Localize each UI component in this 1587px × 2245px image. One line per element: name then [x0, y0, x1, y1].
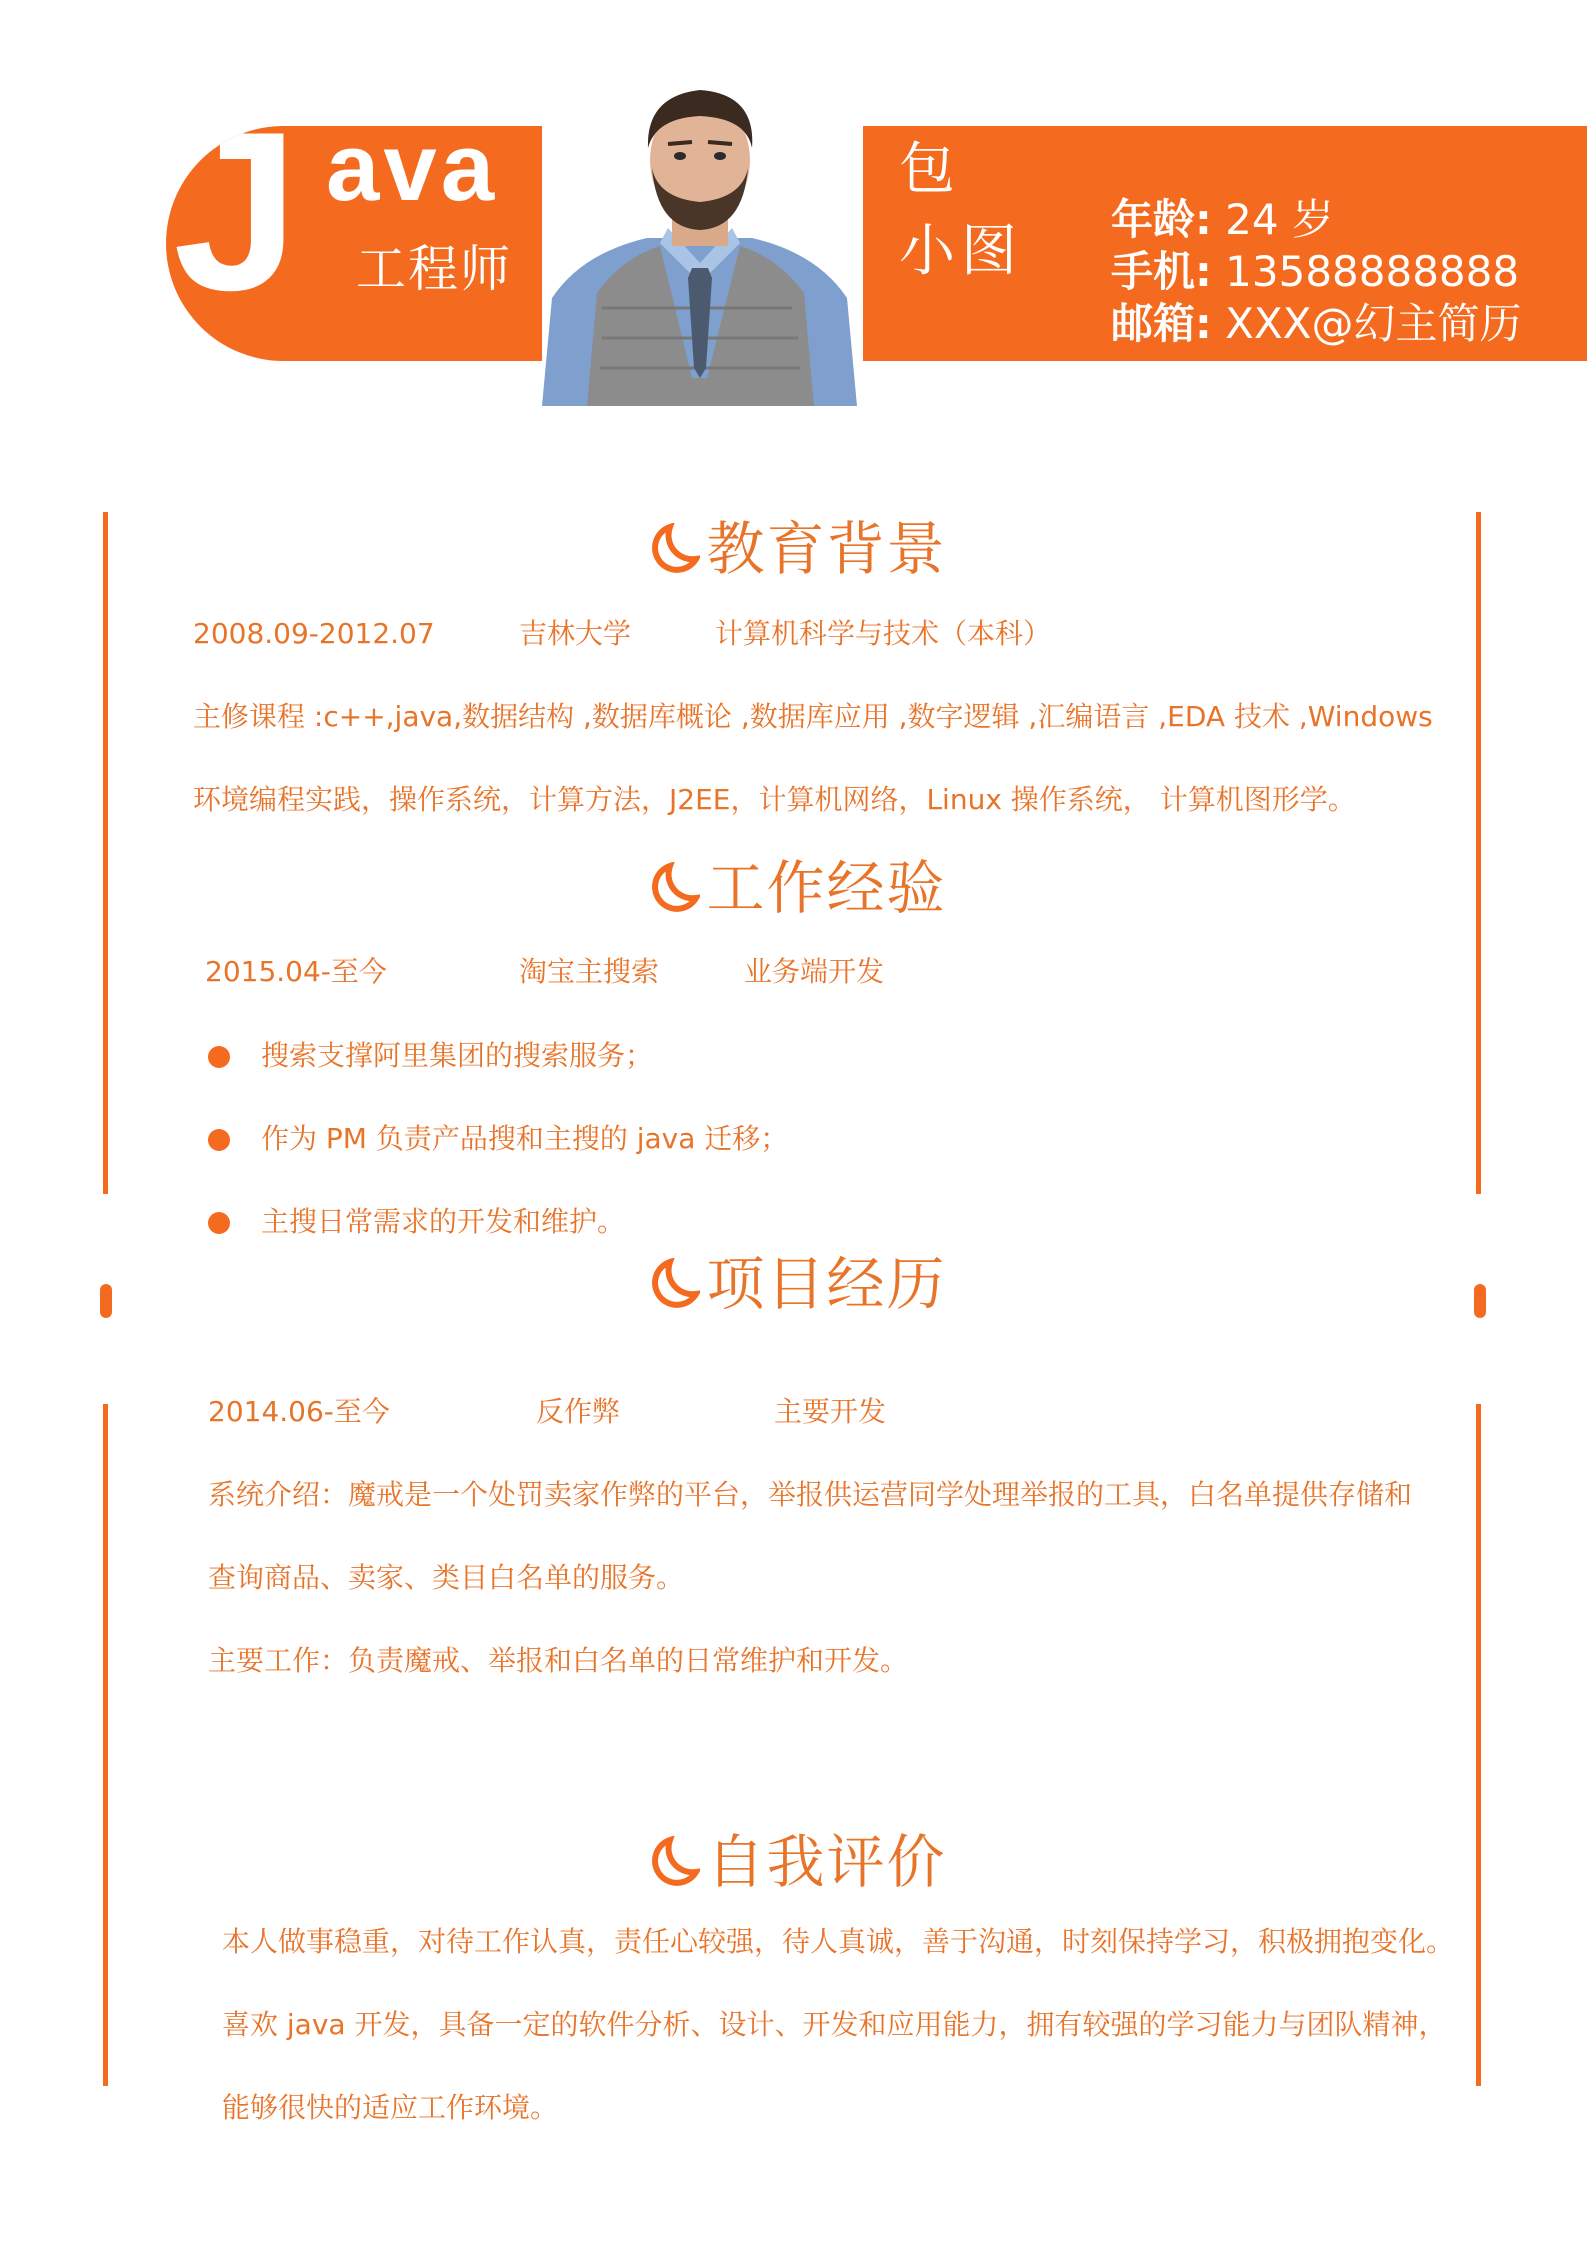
moon-icon — [640, 1836, 700, 1888]
name-line-1: 包 — [899, 137, 955, 202]
project-name: 反作弊 — [536, 1395, 621, 1428]
age-row — [1111, 194, 1521, 246]
project-intro-2: 查询商品、卖家、类目白名单的服务。 — [208, 1561, 685, 1594]
job-title: 工程师 — [356, 240, 512, 298]
badge-word: ava — [326, 126, 499, 221]
profile-photo — [542, 78, 857, 406]
work-role: 业务端开发 — [744, 955, 885, 988]
title-badge — [166, 126, 542, 361]
bullet-dot — [208, 1129, 230, 1151]
phone-row — [1111, 246, 1521, 298]
moon-icon — [640, 1258, 700, 1310]
project-role: 主要开发 — [774, 1395, 887, 1428]
work-company: 淘宝主搜索 — [519, 955, 660, 988]
work-item: 主搜日常需求的开发和维护。 — [261, 1205, 626, 1238]
email-value: XXX@幻主简历 — [1225, 299, 1522, 348]
left-rail-bottom — [103, 1404, 108, 2086]
self-line-2: 喜欢 java 开发，具备一定的软件分析、设计、开发和应用能力，拥有较强的学习能力与团队精神， — [222, 2008, 1447, 2041]
education-courses-2: 环境编程实践，操作系统，计算方法，J2EE，计算机网络，Linux 操作系统， 计算机图形学。 — [193, 783, 1356, 816]
education-major: 计算机科学与技术（本科） — [715, 617, 1052, 650]
email-row — [1111, 298, 1521, 350]
self-line-1: 本人做事稳重，对待工作认真，责任心较强，待人真诚，善于沟通，时刻保持学习，积极拥抱变化。 — [222, 1925, 1455, 1958]
right-rail-top — [1476, 512, 1481, 1194]
education-title: 教育背景 — [706, 514, 947, 583]
name-line-2: 小图 — [899, 219, 1023, 284]
bullet-dot — [208, 1212, 230, 1234]
right-rail-bottom — [1476, 1404, 1481, 2086]
bullet-dot — [208, 1046, 230, 1068]
education-school: 吉林大学 — [519, 617, 632, 650]
self-title: 自我评价 — [706, 1827, 947, 1896]
contact-bar — [863, 126, 1587, 361]
moon-icon — [640, 523, 700, 575]
project-intro-1: 系统介绍：魔戒是一个处罚卖家作弊的平台，举报供运营同学处理举报的工具，白名单提供存储和 — [208, 1478, 1413, 1511]
phone-label: 手机: — [1111, 247, 1212, 296]
education-courses-1: 主修课程 :c++,java,数据结构 ,数据库概论 ,数据库应用 ,数字逻辑 ,汇编语言 ,EDA 技术 ,Windows — [193, 700, 1433, 733]
project-period: 2014.06-至今 — [208, 1395, 390, 1428]
left-rail-top — [103, 512, 108, 1194]
education-period: 2008.09-2012.07 — [193, 617, 435, 650]
section-title-education — [0, 514, 1587, 583]
work-title: 工作经验 — [706, 853, 947, 922]
self-line-3: 能够很快的适应工作环境。 — [222, 2091, 559, 2124]
age-value: 24 岁 — [1225, 195, 1334, 244]
section-title-work — [0, 853, 1587, 922]
moon-icon — [640, 862, 700, 914]
work-item: 搜索支撑阿里集团的搜索服务； — [261, 1039, 654, 1072]
badge-letter: J — [173, 126, 299, 337]
age-label: 年龄: — [1111, 195, 1212, 244]
project-title: 项目经历 — [706, 1249, 947, 1318]
work-item: 作为 PM 负责产品搜和主搜的 java 迁移； — [261, 1122, 789, 1155]
email-label: 邮箱: — [1111, 299, 1212, 348]
project-work: 主要工作：负责魔戒、举报和白名单的日常维护和开发。 — [208, 1644, 909, 1677]
section-title-project — [0, 1249, 1587, 1318]
phone-value: 13588888888 — [1225, 247, 1520, 296]
section-title-self — [0, 1827, 1587, 1896]
work-period: 2015.04-至今 — [205, 955, 387, 988]
contact-info — [1111, 194, 1521, 350]
